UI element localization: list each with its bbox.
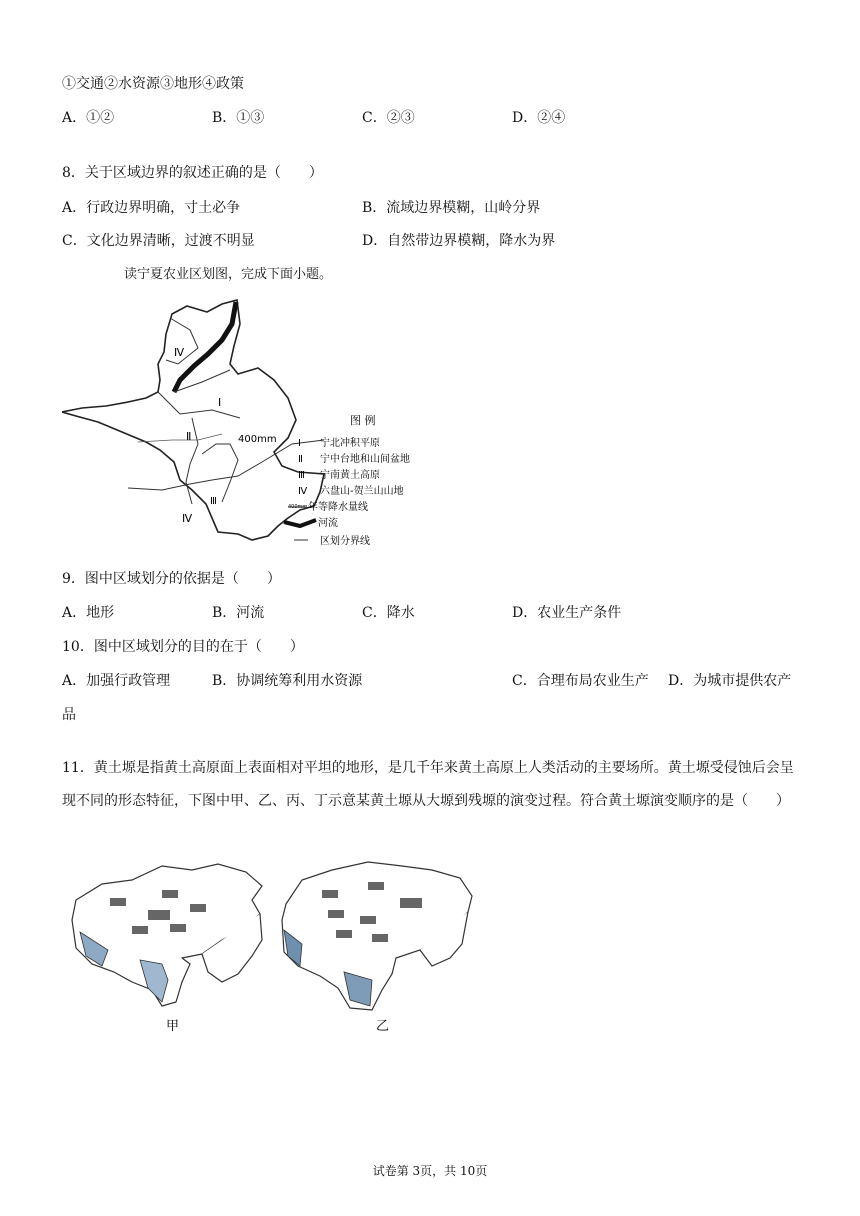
legend-key-4: Ⅳ [298,486,308,497]
zone-label-2: Ⅱ [186,430,192,443]
q10-option-d: D．为城市提供农产 [668,673,792,689]
q9-option-b: B．河流 [212,605,265,621]
legend-key-2: Ⅱ [298,454,303,465]
tableland-jia [72,864,262,1006]
q10-stem: 10．图中区域划分的目的在于（ ） [62,639,304,655]
q9-option-a: A．地形 [62,605,115,621]
legend-text-1: 宁北冲积平原 [320,438,380,449]
q7-option-a: A．①② [62,110,115,126]
loess-tableland-figures [62,860,482,1040]
q9-option-d: D．农业生产条件 [512,605,622,621]
q7-option-b: B．①③ [212,110,265,126]
legend-text-5: 年等降水量线 [308,502,368,513]
ningxia-agriculture-map [62,294,442,552]
tableland-yi [282,862,472,1010]
legend-text-3: 宁南黄土高原 [320,470,380,481]
zone-label-3: Ⅲ [210,496,217,507]
q9-stem: 9．图中区域划分的依据是（ ） [62,571,281,587]
q7-option-c: C．②③ [362,110,415,126]
legend-title: 图 例 [350,414,376,427]
label-jia: 甲 [166,1019,180,1034]
q7-factors: ①交通②水资源③地形④政策 [62,76,244,92]
map-intro: 读宁夏农业区划图，完成下面小题。 [124,267,333,282]
q8-option-b: B．流域边界模糊，山岭分界 [362,200,541,216]
q10-option-c: C．合理布局农业生产 [512,673,649,689]
q9-option-c: C．降水 [362,605,415,621]
q8-option-d: D．自然带边界模糊，降水为界 [362,233,556,249]
label-yi: 乙 [376,1019,390,1034]
legend-river-symbol [284,520,316,526]
q11-stem: 11．黄土塬是指黄土高原面上表面相对平坦的地形，是几千年来黄土高原上人类活动的主要场所。黄土塬受侵蚀后会呈现不同的形态特征，下图中甲、乙、丙、丁示意某黄土塬从大塬到残塬的演变过程。符合黄土塬演变顺序的是（ ） [62,760,794,809]
q10-option-d-wrap: 品 [62,707,76,723]
legend-key-5: 400mm [288,504,308,510]
zone-label-4-south: Ⅳ [182,512,193,525]
legend-text-2: 宁中台地和山间盆地 [320,454,410,465]
map-legend [284,413,410,547]
page-footer: 试卷第 3页，共 10页 [372,1164,488,1178]
legend-key-3: Ⅲ [298,470,305,481]
zone-label-4-north: Ⅳ [174,346,185,359]
q8-option-a: A．行政边界明确，寸土必争 [62,200,241,216]
q7-option-d: D．②④ [512,110,566,126]
legend-text-6: 河流 [318,518,338,529]
q10-option-a: A．加强行政管理 [62,673,171,689]
legend-text-7: 区划分界线 [320,536,370,547]
q10-option-b: B．协调统筹利用水资源 [212,673,363,689]
zone-label-1: Ⅰ [218,396,222,409]
legend-key-1: Ⅰ [298,438,301,449]
q8-stem: 8．关于区域边界的叙述正确的是（ ） [62,165,323,181]
isoline-label: 400mm [238,434,277,445]
legend-text-4: 六盘山-贺兰山山地 [320,486,404,497]
q8-option-c: C．文化边界清晰，过渡不明显 [62,233,255,249]
